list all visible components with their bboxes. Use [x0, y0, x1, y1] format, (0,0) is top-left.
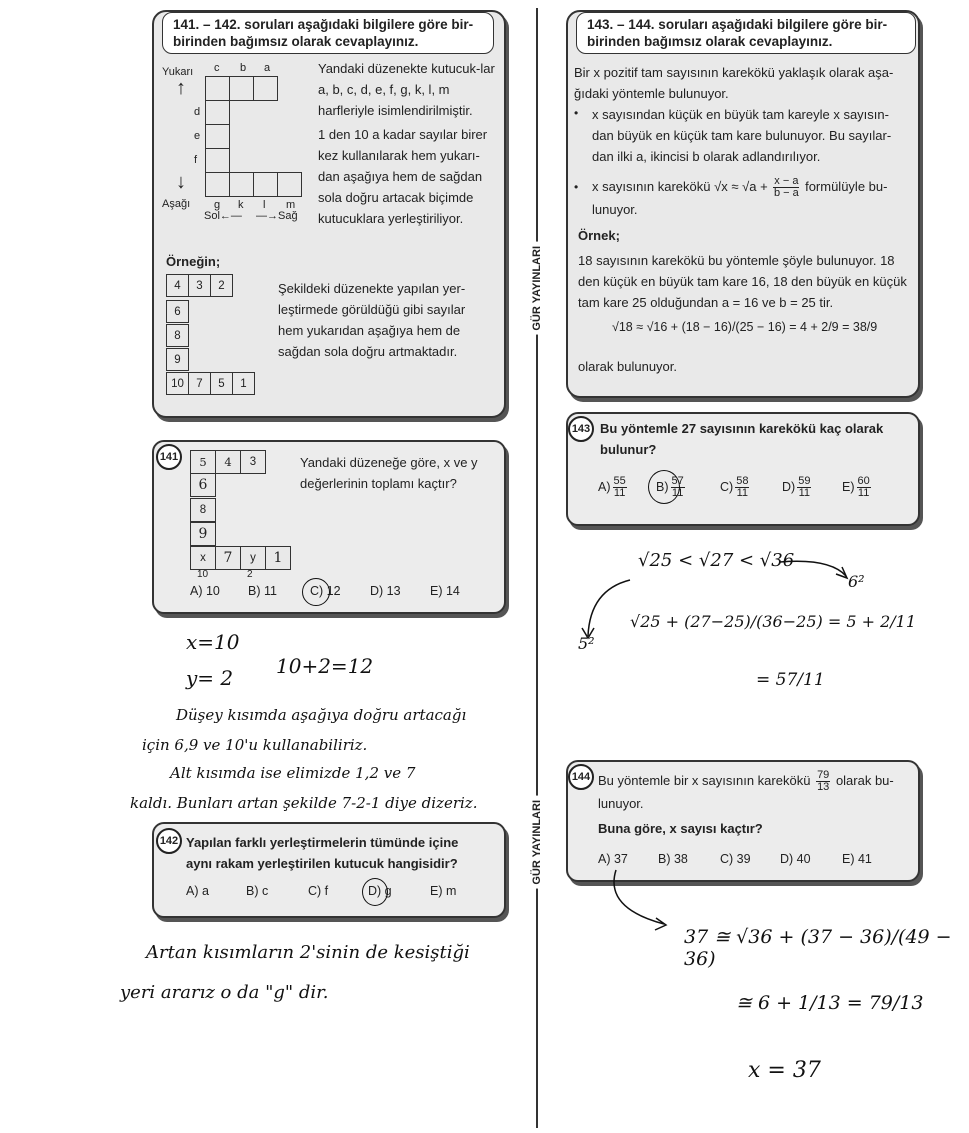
q141-cell: 3: [240, 450, 266, 474]
arrow-down-icon: ↓: [176, 171, 186, 193]
hw-label-6sq: 6²: [848, 572, 865, 591]
q144-subquestion: Buna göre, x sayısı kaçtır?: [598, 821, 763, 836]
q141-option-a[interactable]: A) 10: [190, 584, 220, 598]
letter-f: f: [194, 154, 198, 166]
q144-option-a[interactable]: A) 37: [598, 852, 628, 866]
q142-option-e[interactable]: E) m: [430, 884, 457, 898]
example-cell: 6: [166, 300, 189, 323]
left-para-1: Yandaki düzenekte kutucuk-lar a, b, c, d, e, f, g, k, l, m harfleriyle isimlendirilmiştir.: [318, 61, 495, 118]
q142-option-b[interactable]: B) c: [246, 884, 269, 898]
answer-circle: [302, 578, 330, 606]
q144-option-b[interactable]: B) 38: [658, 852, 688, 866]
right-example-label: Örnek;: [578, 228, 620, 243]
publisher-label-bottom: GÜR YAYINLARI: [530, 796, 544, 889]
hw-144-line1: 37 ≅ √36 + (37 − 36)/(49 − 36): [684, 926, 952, 970]
q142-option-d[interactable]: D) g: [368, 884, 392, 898]
example-cell: 5: [210, 372, 233, 395]
label-up: Yukarı: [162, 66, 194, 78]
right-intro: Bir x pozitif tam sayısının karekökü yaklaşık olarak aşa-ğıdaki yöntemle bulunuyor.: [574, 65, 894, 101]
answer-circle: [362, 878, 388, 906]
letter-k: k: [238, 199, 244, 211]
right-info-header: 143. – 144. soruları aşağıdaki bilgilere göre bir-birinden bağımsız olarak cevaplayınız.: [576, 12, 916, 54]
question-number-badge: 142: [156, 828, 182, 854]
q144-text: Bu yöntemle bir x sayısının karekökü $\frac{79}{13}$ olarak bu-lunuyor.: [598, 769, 894, 812]
grid-cell: [253, 76, 278, 101]
hw-144-line2: ≅ 6 + 1/13 = 79/13: [736, 992, 924, 1014]
q141-cell: x: [190, 546, 216, 570]
hw-y-value: y= 2: [186, 666, 234, 690]
q144-option-d[interactable]: D) 40: [780, 852, 811, 866]
hw-explain-1: Düşey kısımda aşağıya doğru artacağı: [176, 706, 467, 724]
letter-m: m: [286, 199, 296, 211]
q142-text: Yapılan farklı yerleştirmelerin tümünde içine aynı rakam yerleştirilen kutucuk hangisidir?: [186, 835, 459, 871]
example-cell: 2: [210, 274, 233, 297]
hw-answer-1: Artan kısımların 2'sinin de kesiştiği: [146, 942, 470, 963]
column-divider: [536, 8, 538, 1128]
right-conclusion: olarak bulunuyor.: [578, 359, 678, 374]
hw-explain-3: Alt kısımda ise elimizde 1,2 ve 7: [170, 764, 416, 782]
question-number-badge: 143: [568, 416, 594, 442]
grid-cell: [205, 100, 230, 125]
q141-cell: 1: [265, 546, 291, 570]
hw-calc: √25 + (27−25)/(36−25) = 5 + 2/11: [630, 612, 917, 631]
letter-g: g: [214, 199, 221, 211]
hw-explain-2: için 6,9 ve 10'u kullanabiliriz.: [142, 736, 368, 754]
hw-arrow-144: [600, 868, 680, 938]
hw-label-5sq: 5²: [578, 634, 595, 653]
q143-text: Bu yöntemle 27 sayısının karekökü kaç olarak bulunur?: [600, 421, 884, 457]
letter-b: b: [240, 62, 247, 74]
example-cell: 9: [166, 348, 189, 371]
example-cell: 4: [166, 274, 189, 297]
q142-option-a[interactable]: A) a: [186, 884, 209, 898]
example-cell: 8: [166, 324, 189, 347]
q141-text: Yandaki düzeneğe göre, x ve y değerlerinin toplamı kaçtır?: [300, 455, 478, 491]
q144-option-c[interactable]: C) 39: [720, 852, 751, 866]
q143-option-a[interactable]: A) $\frac{55}{11}$: [598, 475, 626, 499]
grid-cell: [205, 148, 230, 173]
label-down: Aşağı: [162, 198, 191, 210]
q143-option-e[interactable]: E) $\frac{60}{11}$: [842, 475, 870, 499]
q143-option-c[interactable]: C) $\frac{58}{11}$: [720, 475, 749, 499]
hw-sum: 10+2=12: [276, 654, 374, 678]
grid-cell: [253, 172, 278, 197]
grid-cell: [205, 172, 230, 197]
right-bullet-2: x sayısının karekökü √x ≈ √a + $\frac{x - a}{b - a}$ formülüyle bu-lunuyor.: [592, 175, 888, 218]
q141-option-e[interactable]: E) 14: [430, 584, 460, 598]
right-bullet-1: x sayısından küçük en büyük tam kareyle x sayısın-dan büyük en küçük tam kare bulunuyor. Bu sayılar-dan ilki a, ikincisi b olarak adlandırılıyor.: [592, 107, 892, 164]
q141-cell: 9: [190, 522, 216, 546]
hw-x-value: x=10: [186, 630, 240, 654]
q141-cell: 5: [190, 450, 216, 474]
grid-cell: [277, 172, 302, 197]
q142-option-c[interactable]: C) f: [308, 884, 329, 898]
q141-y-note: 2: [247, 569, 253, 580]
label-right: —→Sağ: [256, 210, 298, 222]
question-number-badge: 141: [156, 444, 182, 470]
hw-inequality: √25 < √27 < √36: [638, 550, 795, 571]
hw-result: = 57/11: [756, 670, 825, 690]
right-example-formula: √18 ≈ √16 + (18 − 16)/(25 − 16) = 4 + 2/9 = 38/9: [612, 320, 878, 334]
question-number-badge: 144: [568, 764, 594, 790]
letter-a: a: [264, 62, 271, 74]
letter-e: e: [194, 130, 201, 142]
hw-answer-2: yeri ararız o da "g" dir.: [120, 982, 329, 1003]
letter-l: l: [263, 199, 266, 211]
example-cell: 7: [188, 372, 211, 395]
bullet-icon: •: [574, 180, 579, 194]
right-example-text: 18 sayısının karekökü bu yöntemle şöyle bulunuyor. 18 den küçük en büyük tam kare 16, 18 den büyük en küçük tam kare 25 olduğundan a = 16 ve b = 25 tir.: [578, 253, 907, 310]
grid-cell: [229, 172, 254, 197]
hw-explain-4: kaldı. Bunları artan şekilde 7-2-1 diye dizeriz.: [130, 794, 478, 812]
answer-circle: [648, 470, 680, 504]
bullet-icon: •: [574, 106, 579, 120]
label-left: Sol←—: [204, 210, 242, 222]
q141-x-note: 10: [197, 569, 209, 580]
grid-cell: [205, 124, 230, 149]
q143-option-b[interactable]: B) $\frac{57}{11}$: [656, 475, 684, 499]
letter-c: c: [214, 62, 220, 74]
arrow-up-icon: ↑: [176, 77, 186, 99]
q141-cell: 4: [215, 450, 241, 474]
q141-cell: 6: [190, 473, 216, 497]
left-para-2: 1 den 10 a kadar sayılar birer kez kullanılarak hem yukarı-dan aşağıya hem de sağdan sola doğru artacak biçimde kutucuklara yerleştiriliyor.: [318, 127, 488, 226]
hw-arrows: [560, 540, 880, 650]
example-label: Örneğin;: [166, 254, 221, 269]
left-info-header: 141. – 142. soruları aşağıdaki bilgilere göre bir-birinden bağımsız olarak cevaplayınız.: [162, 12, 494, 54]
q144-option-e[interactable]: E) 41: [842, 852, 872, 866]
example-cell: 1: [232, 372, 255, 395]
publisher-label-top: GÜR YAYINLARI: [530, 242, 544, 335]
hw-144-line3: x = 37: [748, 1058, 821, 1083]
grid-cell: [205, 76, 230, 101]
q143-option-d[interactable]: D) $\frac{59}{11}$: [782, 475, 811, 499]
example-text: Şekildeki düzenekte yapılan yer-leştirmede görüldüğü gibi sayılar hem yukarıdan aşağıya hem de sağdan sola doğru artmaktadır.: [278, 281, 466, 359]
q141-option-d[interactable]: D) 13: [370, 584, 401, 598]
letter-d: d: [194, 106, 201, 118]
q141-cell: 8: [190, 498, 216, 522]
q141-cell: 7: [215, 546, 241, 570]
grid-cell: [229, 76, 254, 101]
q141-option-b[interactable]: B) 11: [248, 584, 277, 598]
q141-option-c[interactable]: C) 12: [310, 584, 341, 598]
example-cell: 3: [188, 274, 211, 297]
q141-cell: y: [240, 546, 266, 570]
example-cell: 10: [166, 372, 189, 395]
